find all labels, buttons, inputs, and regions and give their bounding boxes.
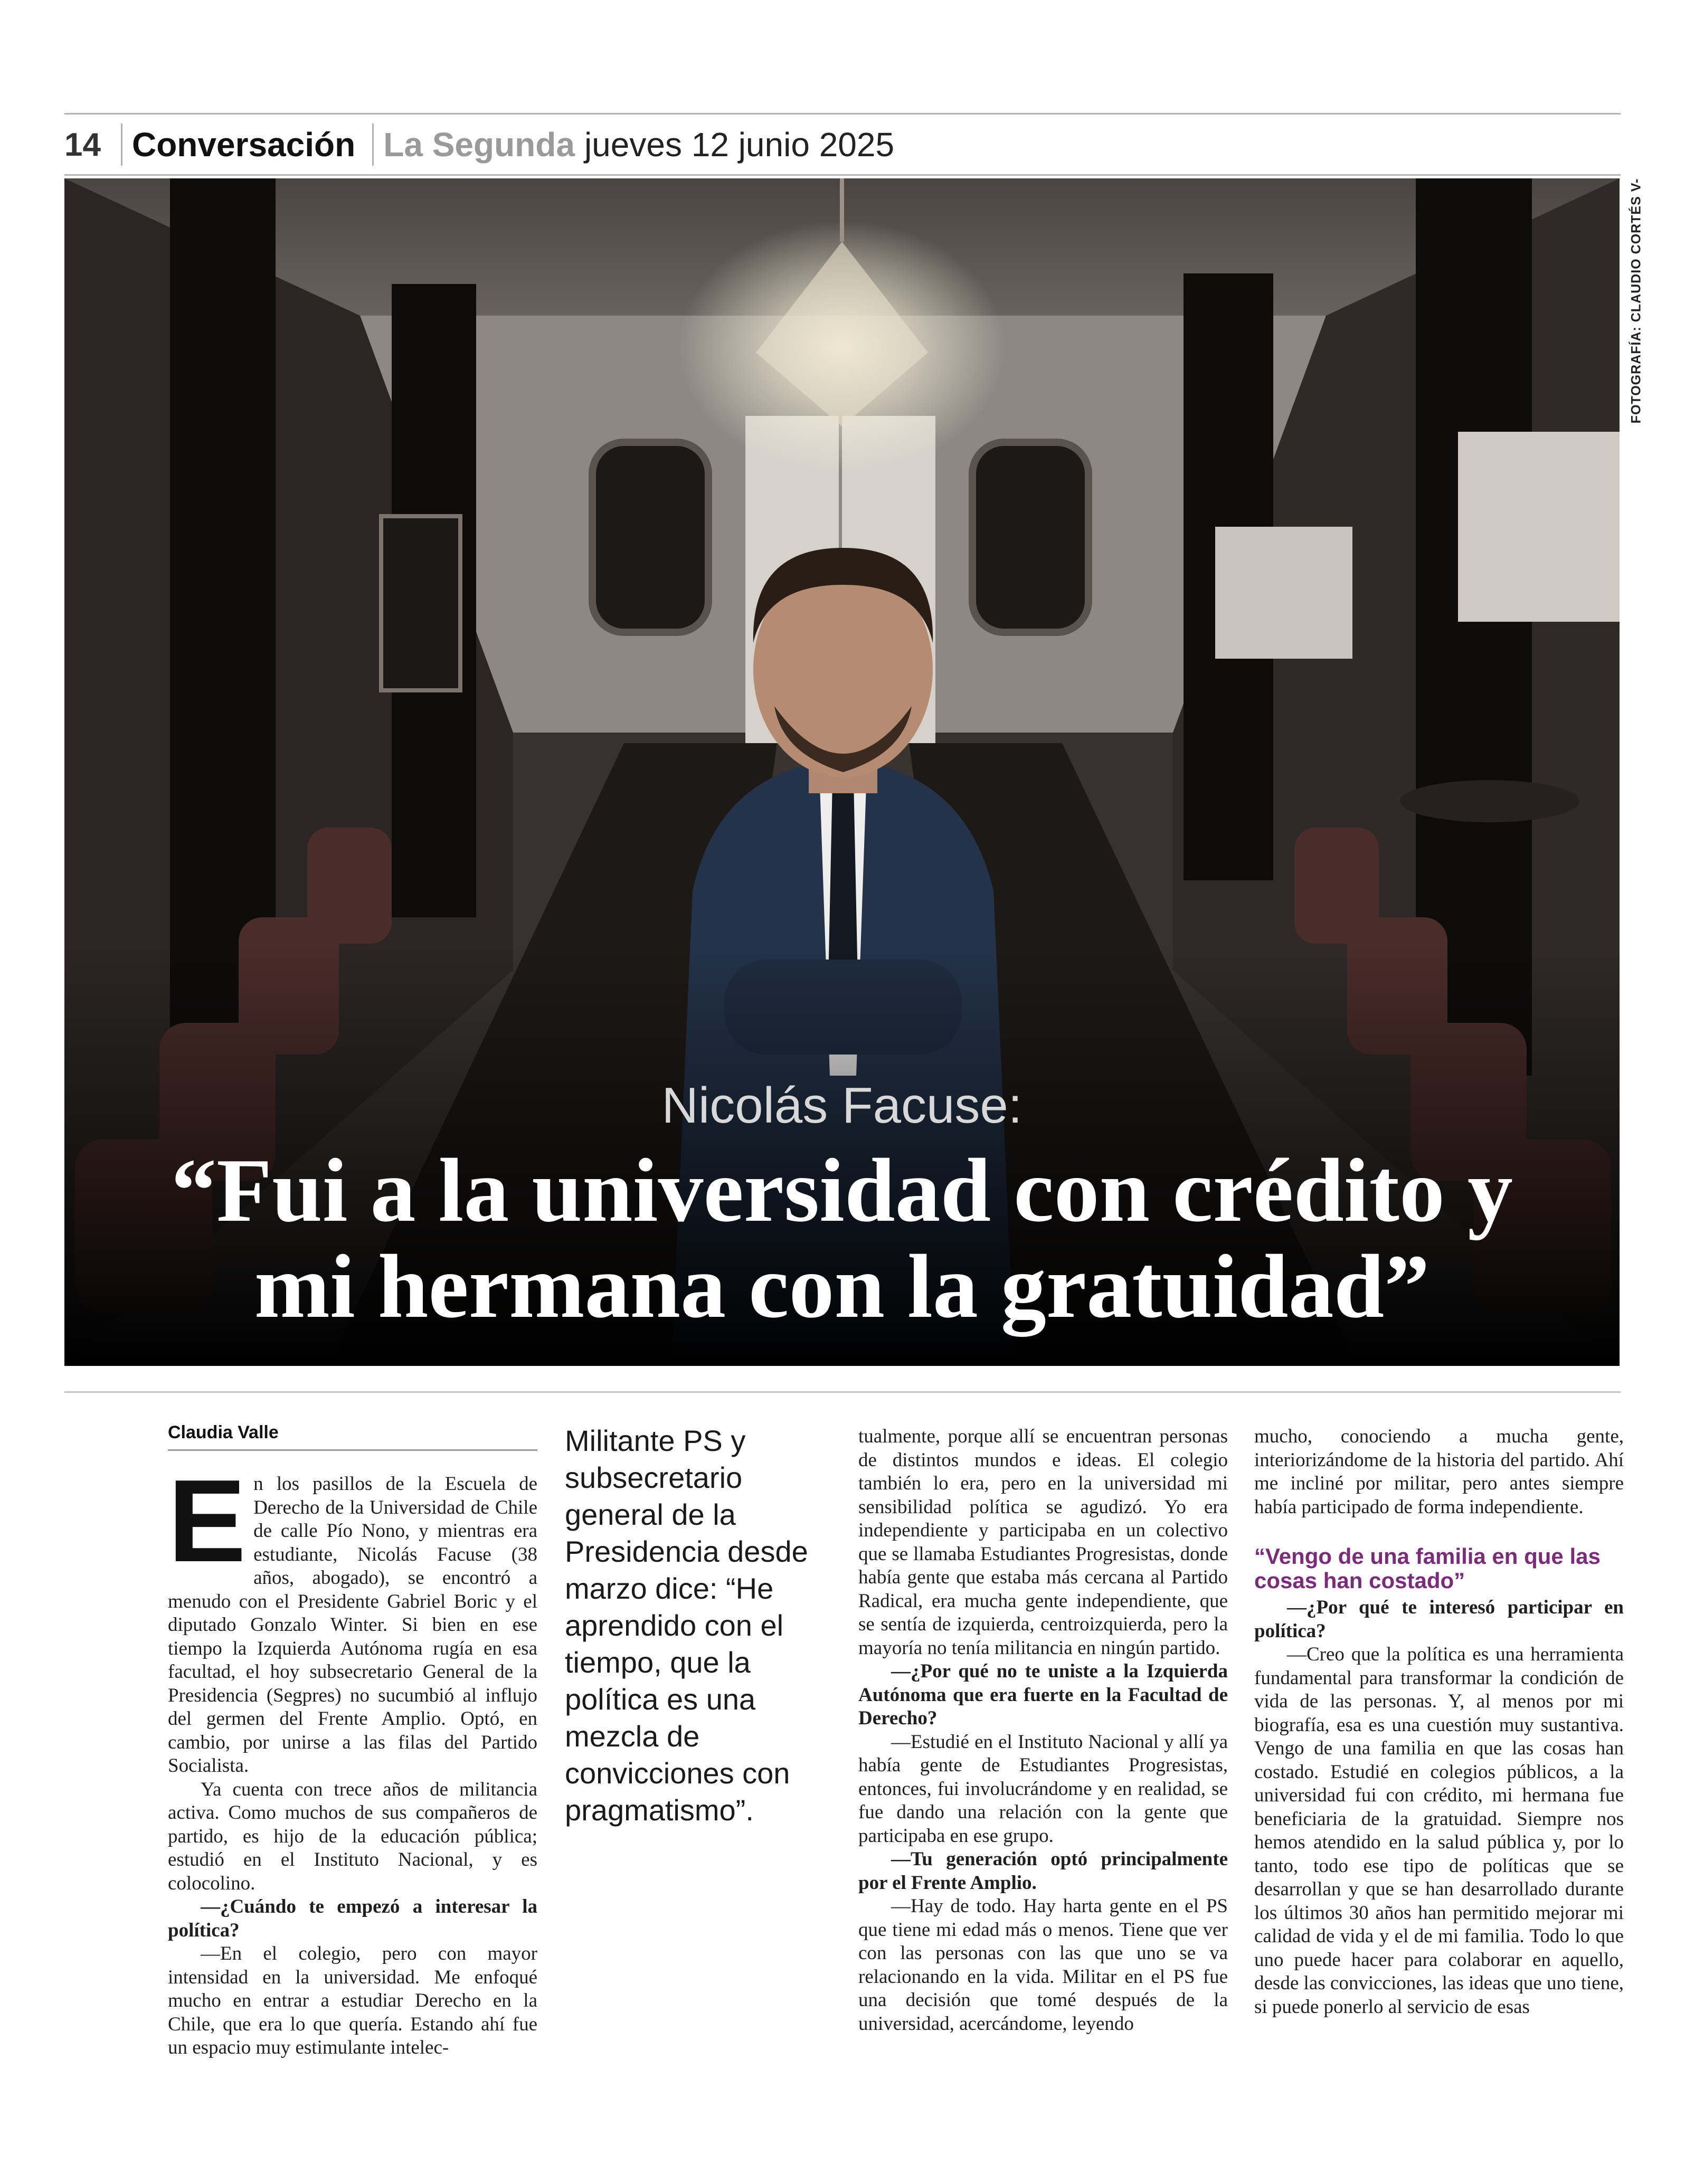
interview-question: —¿Por qué no te uniste a la Izquierda Autónoma que era fuerte en la Facultad de Derecho? (858, 1660, 1228, 1729)
pull-quote: Militante PS y subsecretario general de la Presidencia desde marzo dice: “He aprendido con el tiempo, que la política es una mezcla de convicciones con pragmatismo”. (565, 1424, 808, 1827)
lead-paragraph (168, 1456, 537, 1778)
byline: Claudia Valle (168, 1422, 279, 1442)
section-name: Conversación (131, 126, 356, 164)
interview-answer: —Estudié en el Instituto Nacional y allí ya había gente de Estudiantes Progresistas, entonces, fui involucrándome y en realidad, se fue dando una relación con la gente que participaba en ese grupo. (858, 1731, 1228, 1847)
page-number: 14 (64, 126, 101, 163)
lead-paragraph-text: n los pasillos de la Escuela de Derecho de la Universidad de Chile de calle Pío Nono, y mientras era estudiante, Nicolás Facuse (38 años, abogado), se encontró a menudo con el Presidente Gabriel Boric y el diputado Gonzalo Winter. Si bien en ese tiempo la Izquierda Autónoma rugía en esa facultad, el hoy subsecretario General de la Presidencia (Segpres) no sucumbió al influjo del germen del Frente Amplio. Optó, en cambio, por unirse a las filas del Partido Socialista. (168, 1473, 537, 1777)
interview-answer: —Hay de todo. Hay harta gente en el PS que tiene mi edad más o menos. Tiene que ver con las personas con las que uno se va relacionando en la vida. Militar en el PS fue una decisión que tomé después de la universidad, acercándome, leyendo (858, 1895, 1228, 2035)
body-paragraph: tualmente, porque allí se encuentran personas de distintos mundos e ideas. El colegio también lo era, pero en la universidad mi sensibilidad política se agudizó. Yo era independiente y participaba en un colectivo que se llamaba Estudiantes Progresistas, donde había gente que estaba más cercana al Partido Radical, era mucha gente independiente, que se sentía de izquierda, centroizquierda, pero la mayoría no tenía militancia en ningún partido. (858, 1426, 1228, 1659)
publication-name: La Segunda (383, 126, 575, 164)
photo-credit (1626, 179, 1647, 422)
body-paragraph: mucho, conociendo a mucha gente, interiorizándome de la historia del partido. Ahí me incliné por militar, pero antes siempre había participado de forma independiente. (1254, 1426, 1624, 1518)
body-paragraph: Ya cuenta con trece años de militancia activa. Como muchos de sus compañeros de partido, es hijo de la educación pública; estudió en el Instituto Nacional, y es colocolino. (168, 1778, 537, 1894)
interview-question: —¿Cuándo te empezó a interesar la política? (168, 1896, 537, 1941)
headline-kicker: Nicolás Facuse: (661, 1077, 1023, 1134)
issue-date: jueves 12 junio 2025 (584, 126, 895, 164)
interview-question: —¿Por qué te interesó participar en política? (1254, 1597, 1624, 1642)
headline-line-2: mi hermana con la gratuidad” (254, 1237, 1430, 1337)
interview-answer: —En el colegio, pero con mayor intensidad en la universidad. Me enfoqué mucho en entrar a estudiar Derecho en la Chile, que era lo que quería. Estando ahí fue un espacio muy estimulante intelec- (168, 1943, 537, 2058)
header-bottom-rule (64, 174, 1621, 176)
article-column-3 (858, 1425, 1228, 2036)
lead-photo (64, 178, 1620, 1366)
headline (64, 1143, 1620, 1335)
article-column-1 (168, 1456, 537, 2060)
article-top-rule (64, 1391, 1621, 1393)
interview-answer: —Creo que la política es una herramienta fundamental para transformar la condición de vida de las personas. Y, al menos por mi biografía, esa es una cuestión muy sustantiva. Vengo de una familia en que las cosas han costado. Estudié en colegios públicos, a la universidad fui con crédito, mi hermana fue beneficiaria de la gratuidad. Siempre nos hemos atendido en la salud pública y, por lo tanto, todo ese tipo de políticas que se desarrollan y que se han desarrollado durante los últimos 30 años han permitido mejorar mi calidad de vida y el de mi familia. Todo lo que uno puede hacer para colaborar en aquello, desde las convicciones, las ideas que uno tiene, si puede ponerlo al servicio de esas (1254, 1644, 1624, 2018)
photo-credit-text: FOTOGRAFÍA: CLAUDIO CORTÉS V- (1629, 178, 1644, 424)
header-divider (121, 124, 122, 166)
interview-question: —Tu generación optó principalmente por el Frente Amplio. (858, 1848, 1228, 1894)
header-divider (372, 124, 374, 166)
drop-cap: E (168, 1456, 247, 1587)
page-header (64, 118, 894, 171)
header-top-rule (64, 113, 1621, 115)
headline-line-1: “Fui a la universidad con crédito y (171, 1141, 1513, 1241)
article-column-4 (1254, 1425, 1624, 2019)
byline-rule (168, 1449, 537, 1451)
section-subhead: “Vengo de una familia en que las cosas han costado” (1254, 1544, 1601, 1593)
